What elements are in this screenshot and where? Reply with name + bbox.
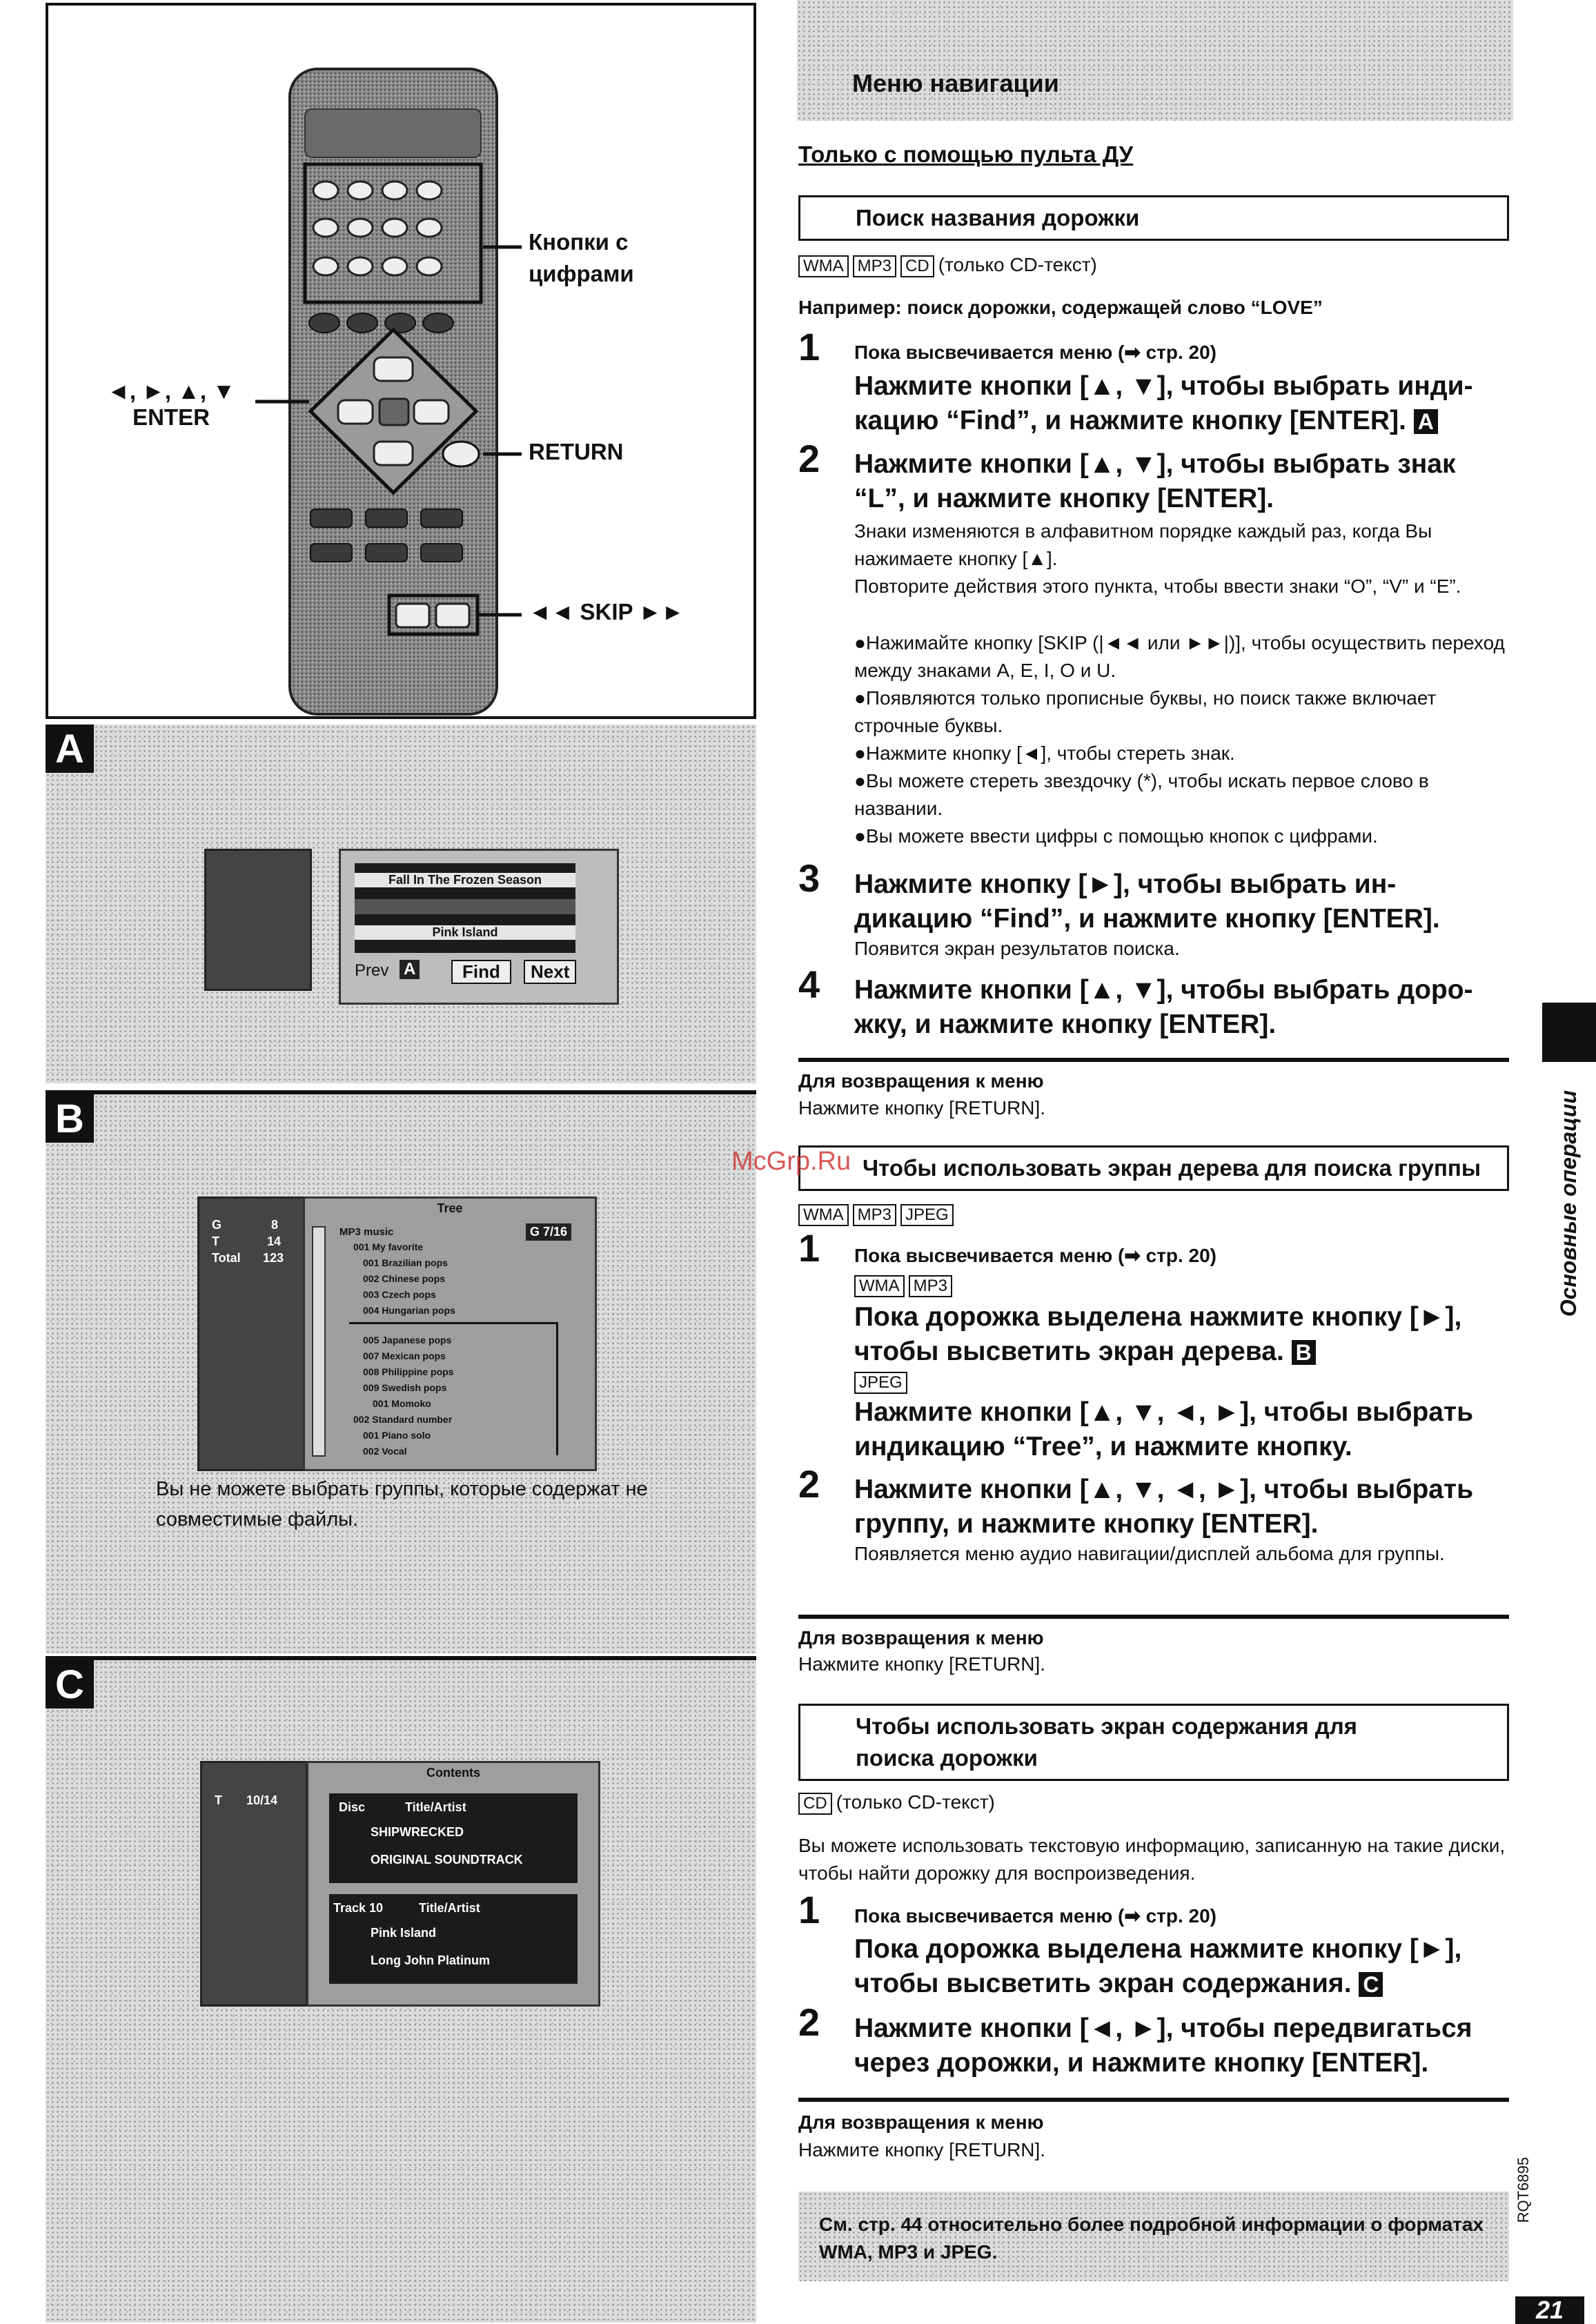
s1-step3-num: 3 xyxy=(798,856,820,900)
tag-wma: WMA xyxy=(854,1275,905,1297)
panel-a-list xyxy=(355,863,575,953)
side-tab-text: Основные операции xyxy=(1556,1090,1581,1317)
panel-c-track-title[interactable]: Pink Island xyxy=(371,1926,437,1940)
tag-wma: WMA xyxy=(798,1204,849,1226)
tag-cd: CD xyxy=(900,255,934,277)
s3-step2-num: 2 xyxy=(798,2000,820,2044)
header-banner xyxy=(797,0,1513,121)
footnote-text: См. стр. 44 относительно более подробной информации о форматах WMA, MP3 и JPEG. xyxy=(819,2214,1484,2263)
s1-return-text: Нажмите кнопку [RETURN]. xyxy=(798,1097,1046,1119)
s2-step1-big2: Нажмите кнопки [▲, ▼, ◄, ►], чтобы выбрать индикацию “Tree”, и нажмите кнопку. xyxy=(854,1397,1474,1461)
subtitle: Только с помощью пульта ДУ xyxy=(798,141,1134,167)
panel-b-callout-line xyxy=(349,1322,558,1455)
tag-jpeg: JPEG xyxy=(854,1372,907,1394)
panel-b-tree-item[interactable]: 004 Hungarian pops xyxy=(363,1305,455,1316)
divider-1 xyxy=(798,1058,1509,1062)
panel-c-disc-artist[interactable]: ORIGINAL SOUNDTRACK xyxy=(371,1853,523,1867)
s1-step1-text: Нажмите кнопки [▲, ▼], чтобы выбрать инди-кацию “Find”, и нажмите кнопку [ENTER]. xyxy=(854,371,1473,435)
section1-title xyxy=(798,195,1509,241)
tag-jpeg: JPEG xyxy=(900,1204,954,1226)
panel-a-letter: A xyxy=(46,725,94,773)
panel-b-tree-item[interactable]: 001 Momoko xyxy=(373,1398,431,1409)
bullet-item: ●Появляются только прописные буквы, но поиск также включает строчные буквы. xyxy=(854,687,1437,736)
panel-b-tree-title: Tree xyxy=(437,1201,463,1215)
s2-step1-text: Пока дорожка выделена нажмите кнопку [►], чтобы высветить экран дерева. xyxy=(854,1302,1462,1366)
panel-c-contents-title: Contents xyxy=(426,1766,480,1780)
panel-c-title-artist-2: Title/Artist xyxy=(419,1901,480,1915)
header-title: Меню навигации xyxy=(852,69,1059,97)
panel-a-remote-mini xyxy=(204,849,312,991)
side-tab-block xyxy=(1542,1003,1596,1062)
panel-a-char[interactable]: A xyxy=(400,960,420,979)
panel-c-disc-label: Disc xyxy=(339,1800,366,1814)
s2-step2-p: Появляется меню аудио навигации/дисплей альбома для группы. xyxy=(854,1543,1445,1564)
s2-step1-num: 1 xyxy=(798,1226,820,1270)
panel-a-row1[interactable]: Fall In The Frozen Season xyxy=(355,873,575,887)
panel-c xyxy=(46,1656,756,2323)
bullet-item: ●Нажмите кнопку [◄], чтобы стереть знак. xyxy=(854,742,1235,764)
watermark: McGrp.Ru xyxy=(731,1147,851,1176)
s1-step1-small: Пока высвечивается меню (➡ стр. 20) xyxy=(854,342,1216,363)
panel-a-row3[interactable]: Pink Island xyxy=(355,925,575,940)
s3-step1-big xyxy=(854,1932,1510,2002)
s1-return-title: Для возвращения к меню xyxy=(798,1070,1044,1092)
panel-b-tree-item[interactable]: 007 Mexican pops xyxy=(363,1350,446,1361)
s1-step3-p: Появится экран результатов поиска. xyxy=(854,938,1180,959)
panel-b-letter: B xyxy=(46,1094,94,1143)
panel-a-find[interactable]: Find xyxy=(451,960,511,984)
panel-b xyxy=(46,1090,756,1653)
s3-step2-big: Нажмите кнопки [◄, ►], чтобы передвигаться через дорожки, и нажмите кнопку [ENTER]. xyxy=(854,2013,1472,2078)
label-return: RETURN xyxy=(529,439,624,464)
s3-step1-text: Пока дорожка выделена нажмите кнопку [►], чтобы высветить экран содержания. xyxy=(854,1934,1462,1998)
panel-b-scrollbar[interactable] xyxy=(312,1226,326,1457)
panel-b-tree-item[interactable]: 002 Chinese pops xyxy=(363,1273,446,1284)
s2-step1-tags xyxy=(854,1274,956,1297)
panel-b-tree-item[interactable]: 002 Vocal xyxy=(363,1446,407,1457)
s1-step2-num: 2 xyxy=(798,437,820,480)
panel-c-track-artist[interactable]: Long John Platinum xyxy=(371,1953,490,1967)
panel-b-note: Вы не можете выбрать группы, которые содержат не совместимые файлы. xyxy=(156,1478,648,1530)
s3-return-title: Для возвращения к меню xyxy=(798,2111,1044,2133)
tag-mp3: MP3 xyxy=(853,255,896,277)
panel-c-track-label: Track 10 xyxy=(333,1901,384,1915)
label-arrow-buttons: ◄, ►, ▲, ▼ xyxy=(107,378,235,404)
s3-step1-num: 1 xyxy=(798,1888,820,1931)
section2-tags xyxy=(798,1203,958,1226)
s1-step2-big: Нажмите кнопки [▲, ▼], чтобы выбрать знак “L”, и нажмите кнопку [ENTER]. xyxy=(854,449,1456,513)
section3-title xyxy=(798,1704,1509,1781)
panel-b-tree-item[interactable]: 005 Japanese pops xyxy=(363,1335,452,1346)
panel-b-tree-item[interactable]: 001 Piano solo xyxy=(363,1430,431,1441)
panel-c-info xyxy=(200,1761,308,2007)
s1-bullets xyxy=(854,629,1510,850)
s1-step1-ref: A xyxy=(1414,409,1438,434)
tag-note: (только CD-текст) xyxy=(836,1791,995,1813)
page-number: 21 xyxy=(1515,2296,1584,2324)
s2-step2-num: 2 xyxy=(798,1462,820,1506)
panel-a-row2[interactable] xyxy=(355,899,575,914)
divider-2 xyxy=(798,1615,1509,1619)
remote-illustration-frame xyxy=(46,3,756,719)
s1-step1-big xyxy=(854,369,1510,439)
panel-b-tree-item[interactable]: 003 Czech pops xyxy=(363,1289,436,1300)
panel-b-root[interactable]: MP3 music xyxy=(339,1226,394,1238)
s1-step3-big: Нажмите кнопку [►], чтобы выбрать ин-дикацию “Find”, и нажмите кнопку [ENTER]. xyxy=(854,869,1440,934)
divider-3 xyxy=(798,2098,1509,2102)
s1-step4-num: 4 xyxy=(798,963,820,1006)
label-number-buttons: Кнопки с цифрами xyxy=(529,229,634,286)
s2-return-text: Нажмите кнопку [RETURN]. xyxy=(798,1653,1046,1675)
s3-step1-ref: C xyxy=(1359,1972,1383,1997)
section1-tags xyxy=(798,254,1097,277)
panel-b-tree-item[interactable]: 001 My favorite xyxy=(353,1241,424,1252)
panel-b-info xyxy=(197,1197,305,1471)
panel-c-t: T xyxy=(215,1793,222,1807)
bullet-item: ●Вы можете ввести цифры с помощью кнопок с цифрами. xyxy=(854,825,1378,847)
panel-b-tree-item[interactable]: 009 Swedish pops xyxy=(363,1382,447,1393)
s1-step4-big: Нажмите кнопки [▲, ▼], чтобы выбрать доро-жку, и нажмите кнопку [ENTER]. xyxy=(854,975,1473,1039)
s1-step1-num: 1 xyxy=(798,325,820,368)
panel-b-tree-item[interactable]: 002 Standard number xyxy=(353,1414,453,1425)
s2-step1-tag2-wrap xyxy=(854,1370,912,1394)
panel-c-title-artist: Title/Artist xyxy=(405,1800,466,1814)
s3-step1-small: Пока высвечивается меню (➡ стр. 20) xyxy=(854,1905,1216,1927)
s2-step1-big xyxy=(854,1300,1510,1370)
section3-intro: Вы можете использовать текстовую информацию, записанную на такие диски, чтобы найти дорожку для воспроизведения. xyxy=(798,1835,1506,1884)
panel-c-t-val: 10/14 xyxy=(246,1793,278,1807)
footnote-box xyxy=(798,2192,1509,2281)
panel-b-tree-item[interactable]: 008 Philippine pops xyxy=(363,1366,454,1377)
panel-b-tree-item[interactable]: 001 Brazilian pops xyxy=(363,1257,448,1268)
panel-b-badge: G 7/16 xyxy=(526,1223,571,1241)
panel-c-contents-screen xyxy=(306,1761,600,2007)
section1-example: Например: поиск дорожки, содержащей слово “LOVE” xyxy=(798,297,1323,318)
s1-step2-p1: Знаки изменяются в алфавитном порядке каждый раз, когда Вы нажимаете кнопку [▲]. xyxy=(854,520,1432,569)
section2-title xyxy=(798,1145,1509,1191)
label-enter: ENTER xyxy=(132,404,210,430)
panel-c-letter: C xyxy=(46,1660,94,1708)
panel-a xyxy=(46,725,756,1083)
section2-title-text: Чтобы использовать экран дерева для поиска группы xyxy=(863,1155,1481,1181)
s2-step1-ref: B xyxy=(1292,1340,1316,1365)
panel-c-track-box xyxy=(329,1894,578,1984)
panel-b-t: T xyxy=(212,1234,219,1248)
panel-a-screen xyxy=(339,849,619,1005)
s2-return-title: Для возвращения к меню xyxy=(798,1627,1044,1648)
panel-b-total-val: 123 xyxy=(263,1251,284,1265)
s1-step2-p2: Повторите действия этого пункта, чтобы ввести знаки “O”, “V” и “E”. xyxy=(854,575,1461,597)
s2-step1-small: Пока высвечивается меню (➡ стр. 20) xyxy=(854,1245,1216,1266)
panel-b-t-val: 14 xyxy=(267,1234,282,1248)
panel-b-g: G xyxy=(212,1218,222,1232)
section1-title-text: Поиск названия дорожки xyxy=(856,205,1140,230)
doc-code: RQT6895 xyxy=(1515,2157,1532,2223)
panel-a-prev[interactable]: Prev xyxy=(355,961,389,980)
label-skip: ◄◄ SKIP ►► xyxy=(529,599,684,624)
tag-note: (только CD-текст) xyxy=(938,254,1097,275)
panel-c-disc-box xyxy=(329,1793,578,1883)
panel-b-g-val: 8 xyxy=(271,1218,279,1232)
s3-return-text: Нажмите кнопку [RETURN]. xyxy=(798,2139,1046,2160)
panel-c-disc-title[interactable]: SHIPWRECKED xyxy=(371,1825,464,1839)
section3-title-text: Чтобы использовать экран содержания для поиска дорожки xyxy=(856,1713,1357,1771)
section3-tag xyxy=(798,1791,995,1815)
bullet-item: ●Нажимайте кнопку [SKIP (|◄◄ или ►►|)], чтобы осуществить переход между знаками A, E, I, O и U. xyxy=(854,632,1505,681)
tag-mp3: MP3 xyxy=(853,1204,896,1226)
tag-wma: WMA xyxy=(798,255,849,277)
panel-b-total: Total xyxy=(212,1251,241,1265)
tag-cd: CD xyxy=(798,1793,832,1815)
tag-mp3: MP3 xyxy=(909,1275,952,1297)
s2-step2-big: Нажмите кнопки [▲, ▼, ◄, ►], чтобы выбрать группу, и нажмите кнопку [ENTER]. xyxy=(854,1475,1474,1539)
panel-a-next[interactable]: Next xyxy=(524,960,576,984)
bullet-item: ●Вы можете стереть звездочку (*), чтобы искать первое слово в названии. xyxy=(854,770,1429,819)
